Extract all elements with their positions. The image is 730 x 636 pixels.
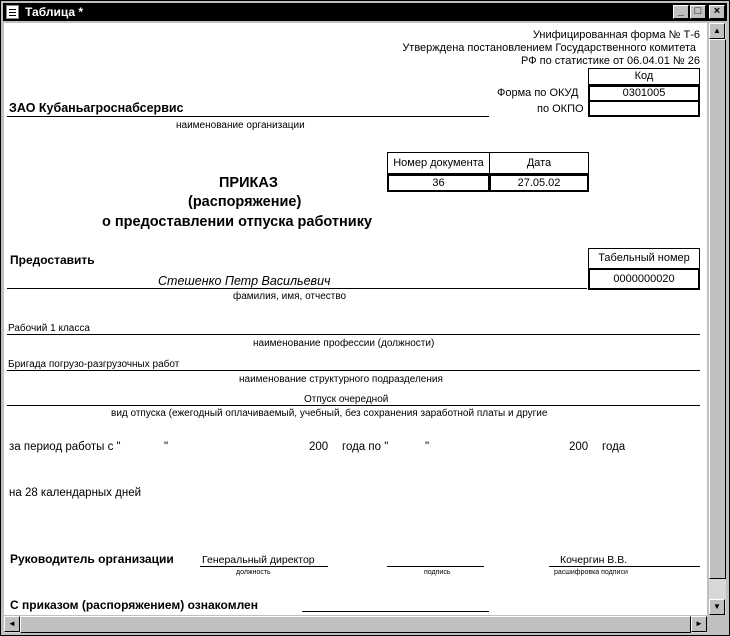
department-value[interactable]: Бригада погрузо-разгрузочных работ <box>8 359 180 370</box>
position-caption: наименование профессии (должности) <box>253 338 435 349</box>
tabnum-header-cell: Табельный номер <box>588 248 700 269</box>
docnum-cell[interactable]: 36 <box>387 174 490 192</box>
document-area[interactable] <box>4 23 707 615</box>
document-icon <box>6 5 19 19</box>
approved-line-1: Утверждена постановлением Государственного комитета <box>402 42 696 54</box>
signature-small-caption: подпись <box>424 569 451 576</box>
position-value[interactable]: Рабочий 1 класса <box>8 323 90 334</box>
okud-cell[interactable]: 0301005 <box>588 85 700 102</box>
horizontal-scroll-thumb[interactable] <box>20 616 691 633</box>
date-cell[interactable]: 27.05.02 <box>489 174 589 192</box>
head-position[interactable]: Генеральный директор <box>202 554 315 566</box>
days-label: на 28 календарных дней <box>9 487 142 499</box>
organization-underline <box>7 116 489 117</box>
scroll-left-button[interactable]: ◄ <box>4 616 20 632</box>
decode-small-caption: расшифровка подписи <box>554 569 628 576</box>
department-underline <box>7 370 700 371</box>
period-to-quote: " <box>425 441 430 453</box>
head-name[interactable]: Кочергин В.В. <box>560 554 628 566</box>
period-from-label: за период работы с " <box>9 441 121 453</box>
order-title: ПРИКАЗ <box>219 175 278 191</box>
period-from-year[interactable]: 200 <box>309 441 329 453</box>
acquainted-label: С приказом (распоряжением) ознакомлен <box>10 598 258 612</box>
position-underline <box>7 334 700 335</box>
date-header-cell: Дата <box>489 152 589 174</box>
head-label: Руководитель организации <box>10 552 174 566</box>
unified-form-label: Унифицированная форма № Т-6 <box>532 29 700 41</box>
leave-type-underline <box>7 405 700 406</box>
code-header-cell: Код <box>588 68 700 85</box>
grant-label: Предоставить <box>10 253 95 267</box>
leave-type-value[interactable]: Отпуск очередной <box>304 394 389 405</box>
order-subtitle: (распоряжение) <box>188 194 302 210</box>
leave-type-caption: вид отпуска (ежегодный оплачиваемый, учебный, без сохранения заработной платы и другие <box>111 408 548 419</box>
employee-name[interactable]: Стешенко Петр Васильевич <box>158 274 331 288</box>
horizontal-scrollbar[interactable] <box>4 616 707 633</box>
head-position-underline <box>200 566 328 567</box>
maximize-button[interactable]: □ <box>690 5 706 19</box>
okpo-cell[interactable] <box>588 100 700 117</box>
scroll-up-button[interactable]: ▲ <box>709 23 725 39</box>
tabnum-cell[interactable]: 0000000020 <box>588 268 700 290</box>
employee-underline <box>7 288 587 289</box>
vertical-scrollbar[interactable] <box>709 23 726 615</box>
employee-caption: фамилия, имя, отчество <box>233 291 347 302</box>
title-bar[interactable] <box>3 3 727 21</box>
vertical-scroll-thumb[interactable] <box>709 39 726 579</box>
order-description: о предоставлении отпуска работнику <box>102 214 373 230</box>
period-to-year[interactable]: 200 <box>569 441 589 453</box>
department-caption: наименование структурного подразделения <box>239 374 443 385</box>
period-from-quote: " <box>164 441 169 453</box>
scroll-down-button[interactable]: ▼ <box>709 599 725 615</box>
close-button[interactable]: × <box>709 5 725 19</box>
head-signature-underline <box>387 566 484 567</box>
okpo-label: по ОКПО <box>537 103 584 115</box>
head-name-underline <box>549 566 700 567</box>
size-grip[interactable] <box>709 616 726 633</box>
scroll-right-button[interactable]: ► <box>691 616 707 632</box>
acquainted-underline <box>302 611 489 612</box>
minimize-button[interactable]: _ <box>673 5 689 19</box>
period-to-label: года по " <box>342 441 389 453</box>
organization-name[interactable]: ЗАО Кубаньагроснабсервис <box>9 101 184 115</box>
window-title: Таблица * <box>25 5 84 19</box>
approved-line-2: РФ по статистике от 06.04.01 № 26 <box>521 55 700 67</box>
okud-label: Форма по ОКУД <box>497 87 579 99</box>
docnum-header-cell: Номер документа <box>387 152 490 174</box>
organization-caption: наименование организации <box>176 120 305 131</box>
position-small-caption: должность <box>236 569 271 576</box>
year-word: года <box>602 441 626 453</box>
